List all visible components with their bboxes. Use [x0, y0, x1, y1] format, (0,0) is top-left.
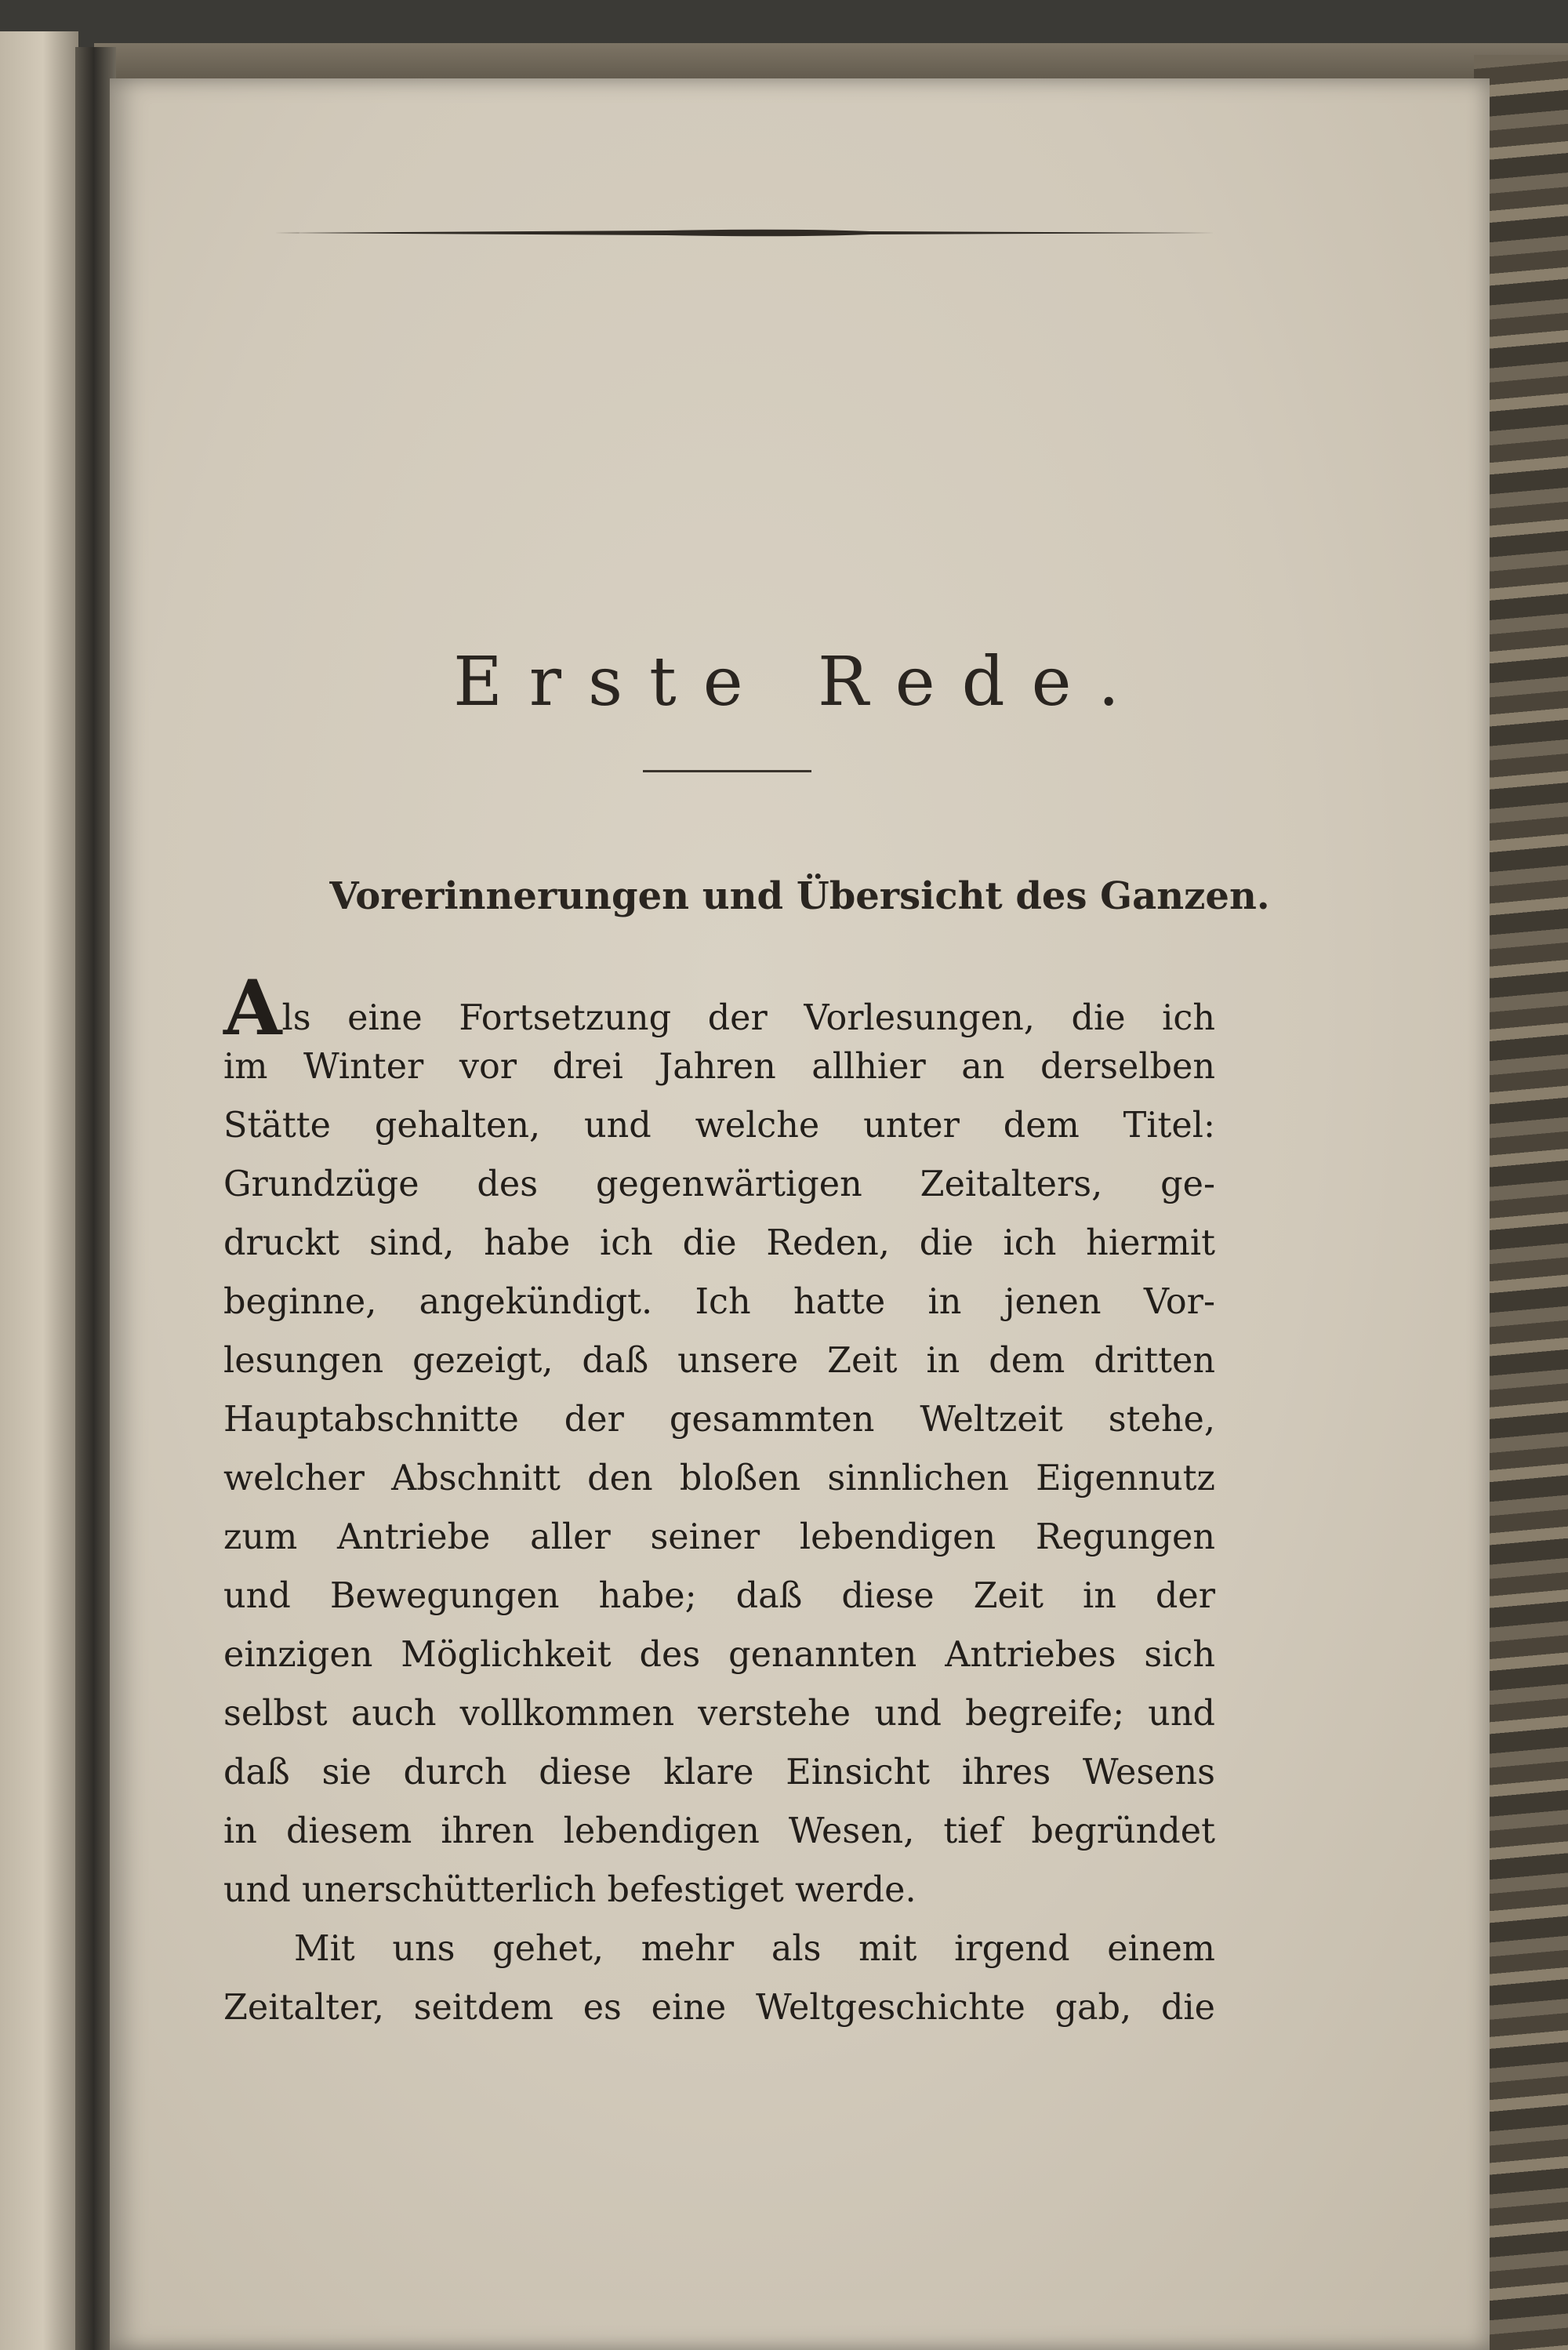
- drop-cap: A: [223, 964, 282, 1052]
- chapter-title: Erste Rede.: [453, 643, 1146, 721]
- text-line: einzigen Möglichkeit des genannten Antriebes sich: [223, 1635, 1215, 1675]
- text-line: Hauptabschnitte der gesammten Weltzeit stehe,: [223, 1400, 1215, 1440]
- left-page-edge: [0, 31, 78, 2350]
- body-text: [223, 964, 1215, 2037]
- text-line: Stätte gehalten, und welche unter dem Titel:: [223, 1106, 1215, 1146]
- text-line: und unerschütterlich befestiget werde.: [223, 1870, 916, 1910]
- text-line: daß sie durch diese klare Einsicht ihres Wesens: [223, 1753, 1215, 1792]
- text-line: beginne, angekündigt. Ich hatte in jenen Vor-: [223, 1282, 1215, 1322]
- text-line: zum Antriebe aller seiner lebendigen Regungen: [223, 1517, 1215, 1557]
- text-line: Mit uns gehet, mehr als mit irgend einem: [294, 1929, 1215, 1969]
- text-line: welcher Abschnitt den bloßen sinnlichen Eigennutz: [223, 1458, 1215, 1498]
- text-line: druckt sind, habe ich die Reden, die ich hiermit: [223, 1223, 1215, 1263]
- text-line: [223, 964, 1215, 1052]
- chapter-subtitle: Vorerinnerungen und Übersicht des Ganzen.: [329, 874, 1270, 918]
- text-line: und Bewegungen habe; daß diese Zeit in der: [223, 1576, 1215, 1616]
- text-line-rest: ls eine Fortsetzung der Vorlesungen, die ich: [281, 998, 1215, 1038]
- title-divider: [643, 770, 811, 772]
- text-line: im Winter vor drei Jahren allhier an derselben: [223, 1047, 1215, 1087]
- ornamental-rule: [274, 227, 1215, 238]
- text-line: Grundzüge des gegenwärtigen Zeitalters, ge-: [223, 1164, 1215, 1204]
- text-line: in diesem ihren lebendigen Wesen, tief begründet: [223, 1811, 1215, 1851]
- text-line: Zeitalter, seitdem es eine Weltgeschichte gab, die: [223, 1988, 1215, 2028]
- text-line: lesungen gezeigt, daß unsere Zeit in dem dritten: [223, 1341, 1215, 1381]
- text-line: selbst auch vollkommen verstehe und begreife; und: [223, 1694, 1215, 1734]
